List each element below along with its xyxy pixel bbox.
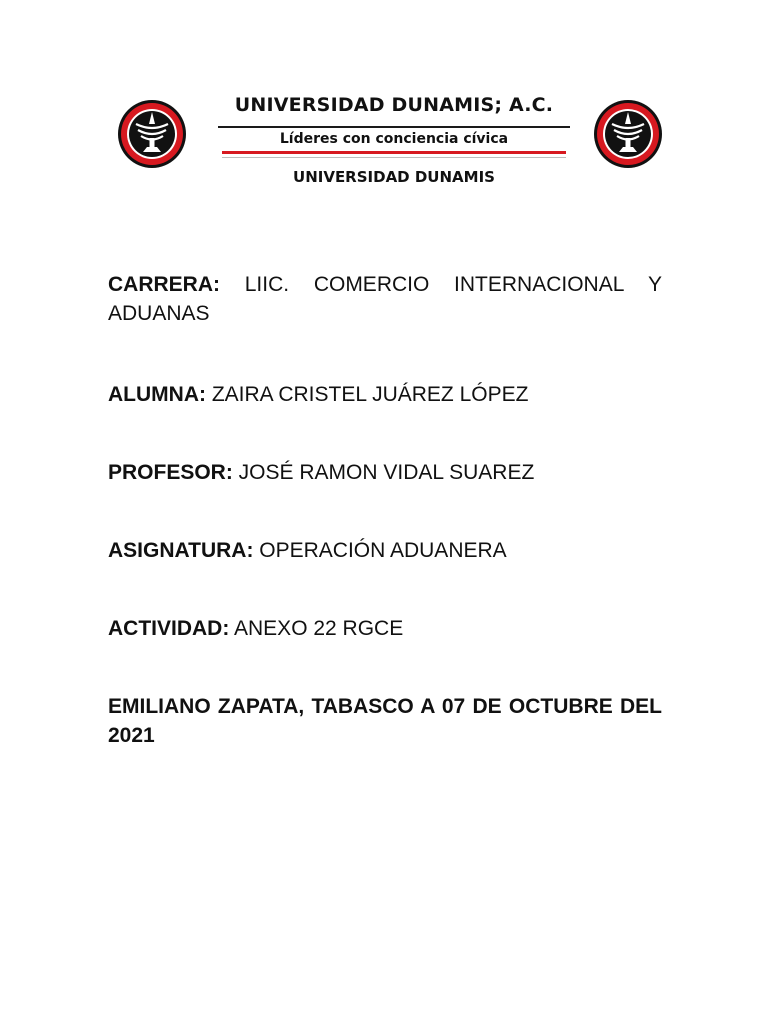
field-label: ASIGNATURA: [108, 539, 254, 562]
field-alumna [108, 380, 662, 409]
field-value: JOSÉ RAMON VIDAL SUAREZ [232, 461, 535, 484]
university-motto: Líderes con conciencia cívica [279, 131, 509, 147]
university-subtitle: UNIVERSIDAD DUNAMIS [293, 168, 495, 186]
field-asignatura [108, 536, 662, 565]
field-label: ACTIVIDAD: [108, 617, 230, 640]
field-value: ZAIRA CRISTEL JUÁREZ LÓPEZ [205, 383, 529, 406]
letterhead-text [218, 80, 570, 186]
divider-red [222, 151, 566, 154]
university-seal-icon [592, 98, 664, 170]
field-value: ANEXO 22 RGCE [229, 617, 404, 640]
field-value: OPERACIÓN ADUANERA [253, 539, 507, 562]
field-label: CARRERA: [108, 273, 220, 296]
divider-gray [222, 157, 566, 158]
field-carrera [108, 270, 662, 328]
university-title: UNIVERSIDAD DUNAMIS; A.C. [234, 94, 554, 116]
university-seal-icon [116, 98, 188, 170]
letterhead [0, 80, 768, 210]
field-actividad [108, 614, 662, 643]
divider-black [218, 126, 570, 128]
field-profesor [108, 458, 662, 487]
field-value: LIIC. COMERCIO INTERNACIONAL Y ADUANAS [108, 273, 662, 325]
field-label: PROFESOR: [108, 461, 233, 484]
field-label: ALUMNA: [108, 383, 206, 406]
place-and-date: EMILIANO ZAPATA, TABASCO A 07 DE OCTUBRE DEL 2021 [108, 695, 662, 747]
